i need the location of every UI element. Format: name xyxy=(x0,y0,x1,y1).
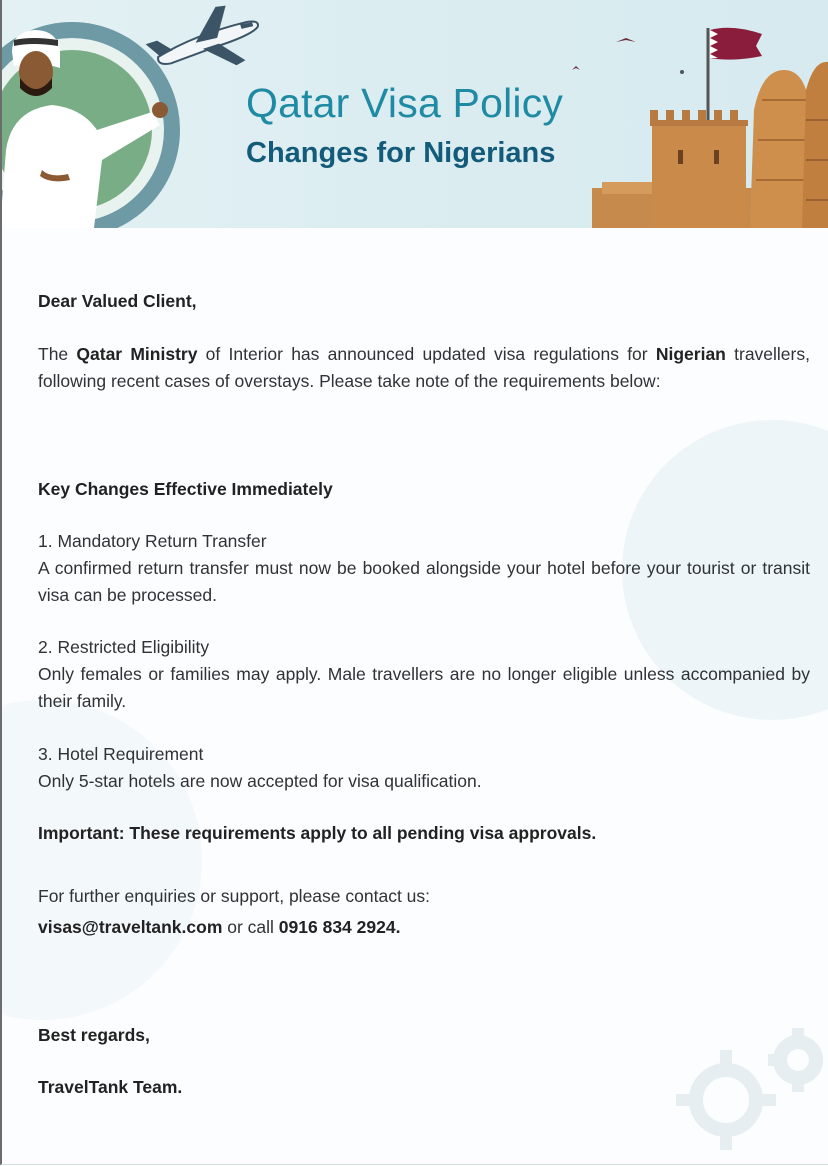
qatar-flag-icon xyxy=(680,28,762,120)
key-changes-heading: Key Changes Effective Immediately xyxy=(38,479,333,499)
intro-bold-ministry: Qatar Ministry xyxy=(76,344,198,364)
intro-bold-nigerian: Nigerian xyxy=(655,344,726,364)
banner-title: Qatar Visa Policy xyxy=(246,80,564,126)
signature: TravelTank Team. xyxy=(38,1077,183,1097)
header-banner xyxy=(2,0,828,228)
gear-icon xyxy=(676,1020,826,1160)
contact-line: For further enquiries or support, please contact us: xyxy=(38,886,431,906)
intro-text: of Interior has announced updated visa regulations for xyxy=(197,344,656,364)
email-link[interactable]: visas@traveltank.com xyxy=(38,917,223,937)
intro-text: The xyxy=(38,344,77,364)
bird-icon xyxy=(572,66,580,70)
banner-subtitle: Changes for Nigerians xyxy=(246,137,556,169)
contact-details xyxy=(38,914,810,941)
item-heading: 2. Restricted Eligibility xyxy=(38,637,210,657)
item-heading: 1. Mandatory Return Transfer xyxy=(38,531,267,551)
item-heading: 3. Hotel Requirement xyxy=(38,744,204,764)
item-body: Only females or families may apply. Male travellers are no longer eligible unless accompanied by their family. xyxy=(38,664,810,711)
important-note: Important: These requirements apply to all pending visa approvals. xyxy=(38,823,597,843)
phone-number[interactable]: 0916 834 2924. xyxy=(278,917,401,937)
item-body: Only 5-star hotels are now accepted for visa qualification. xyxy=(38,771,482,791)
greeting: Dear Valued Client, xyxy=(38,291,197,311)
or-call-text: or call xyxy=(222,917,279,937)
bird-icon xyxy=(616,38,636,42)
intro-paragraph xyxy=(38,341,810,395)
closing: Best regards, xyxy=(38,1025,150,1045)
intro-text: travellers, following recent cases of overstays. Please take note of the requirements below: xyxy=(38,344,810,391)
item-body: A confirmed return transfer must now be booked alongside your hotel before your tourist or transit visa can be processed. xyxy=(38,558,810,605)
fort-tower-icon xyxy=(592,62,828,228)
